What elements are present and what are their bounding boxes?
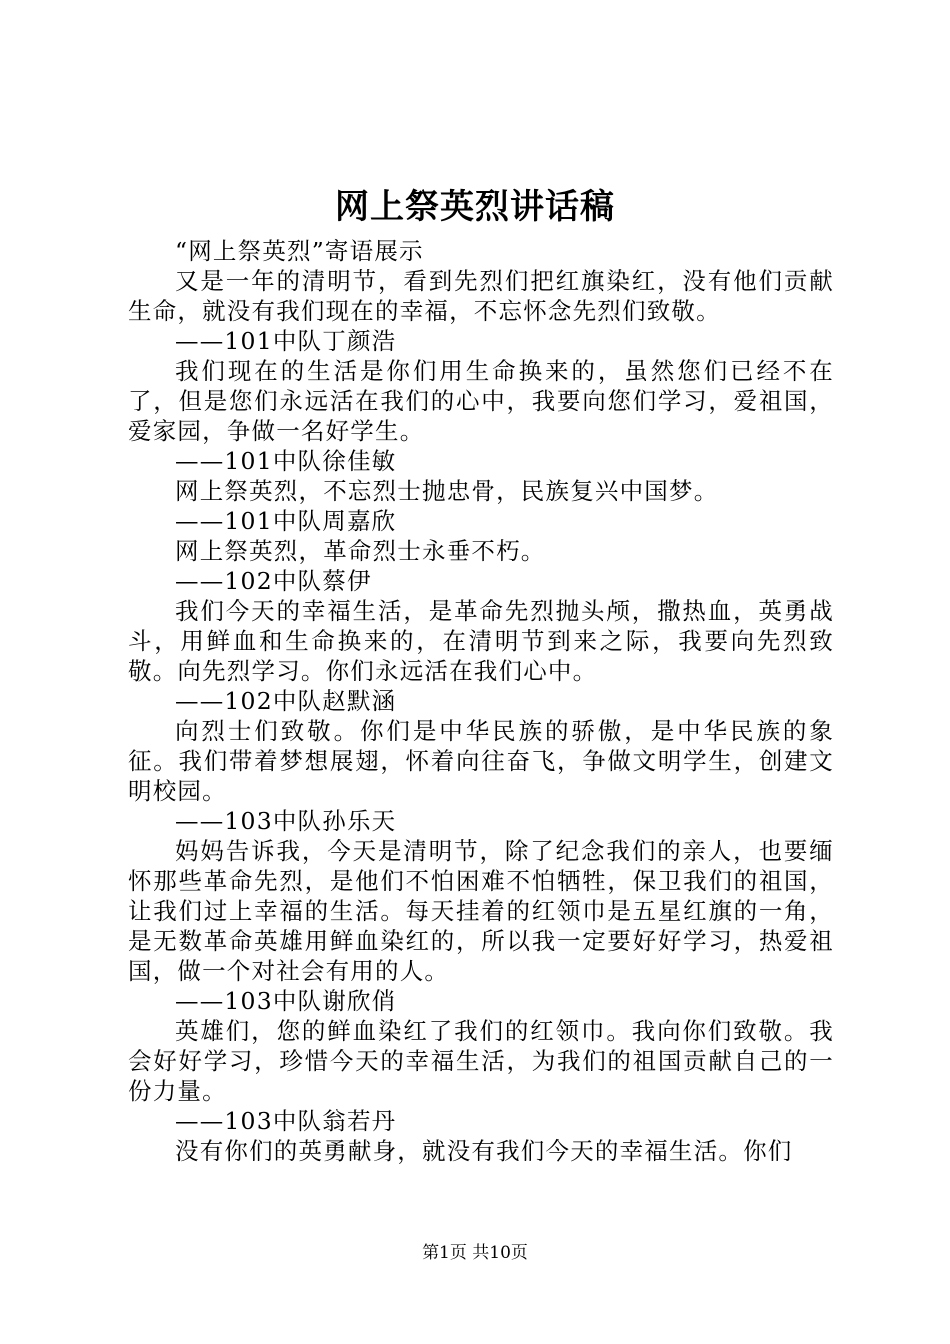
signature-line: ——103中队孙乐天	[175, 807, 397, 835]
body-paragraph: 没有你们的英勇献身，就没有我们今天的幸福生活。你们	[175, 1137, 793, 1165]
signature-line: ——102中队蔡伊	[175, 567, 372, 595]
body-paragraph: 我们现在的生活是你们用生命换来的，虽然您们已经不在了，但是您们永远活在我们的心中，我要向您们学习，爱祖国，爱家园，争做一名好学生。	[128, 357, 834, 445]
body-paragraph: 网上祭英烈，革命烈士永垂不朽。	[175, 537, 546, 565]
signature-line: ——102中队赵默涵	[175, 687, 397, 715]
document-title: 网上祭英烈讲话稿	[335, 187, 615, 227]
body-paragraph: 又是一年的清明节，看到先烈们把红旗染红，没有他们贡献生命，就没有我们现在的幸福，不忘怀念先烈们致敬。	[128, 267, 834, 325]
body-paragraph: 妈妈告诉我，今天是清明节，除了纪念我们的亲人，也要缅怀那些革命先烈，是他们不怕困难不怕牺牲，保卫我们的祖国，让我们过上幸福的生活。每天挂着的红领巾是五星红旗的一角，是无数革命英雄用鲜血染红的，所以我一定要好好学习，热爱祖国，做一个对社会有用的人。	[128, 837, 834, 985]
body-paragraph: 英雄们，您的鲜血染红了我们的红领巾。我向你们致敬。我会好好学习，珍惜今天的幸福生活，为我们的祖国贡献自己的一份力量。	[128, 1017, 834, 1105]
body-paragraph: “网上祭英烈”寄语展示	[175, 237, 424, 265]
signature-line: ——101中队徐佳敏	[175, 447, 397, 475]
document-body	[128, 236, 834, 1166]
body-paragraph: 我们今天的幸福生活，是革命先烈抛头颅，撒热血，英勇战斗，用鲜血和生命换来的，在清明节到来之际，我要向先烈致敬。向先烈学习。你们永远活在我们心中。	[128, 597, 834, 685]
page-footer: 第1页 共10页	[422, 1243, 528, 1263]
body-paragraph: 向烈士们致敬。你们是中华民族的骄傲，是中华民族的象征。我们带着梦想展翅，怀着向往奋飞，争做文明学生，创建文明校园。	[128, 717, 834, 805]
signature-line: ——103中队翁若丹	[175, 1107, 397, 1135]
signature-line: ——101中队周嘉欣	[175, 507, 397, 535]
signature-line: ——101中队丁颜浩	[175, 327, 397, 355]
signature-line: ——103中队谢欣俏	[175, 987, 397, 1015]
body-paragraph: 网上祭英烈，不忘烈士抛忠骨，民族复兴中国梦。	[175, 477, 719, 505]
